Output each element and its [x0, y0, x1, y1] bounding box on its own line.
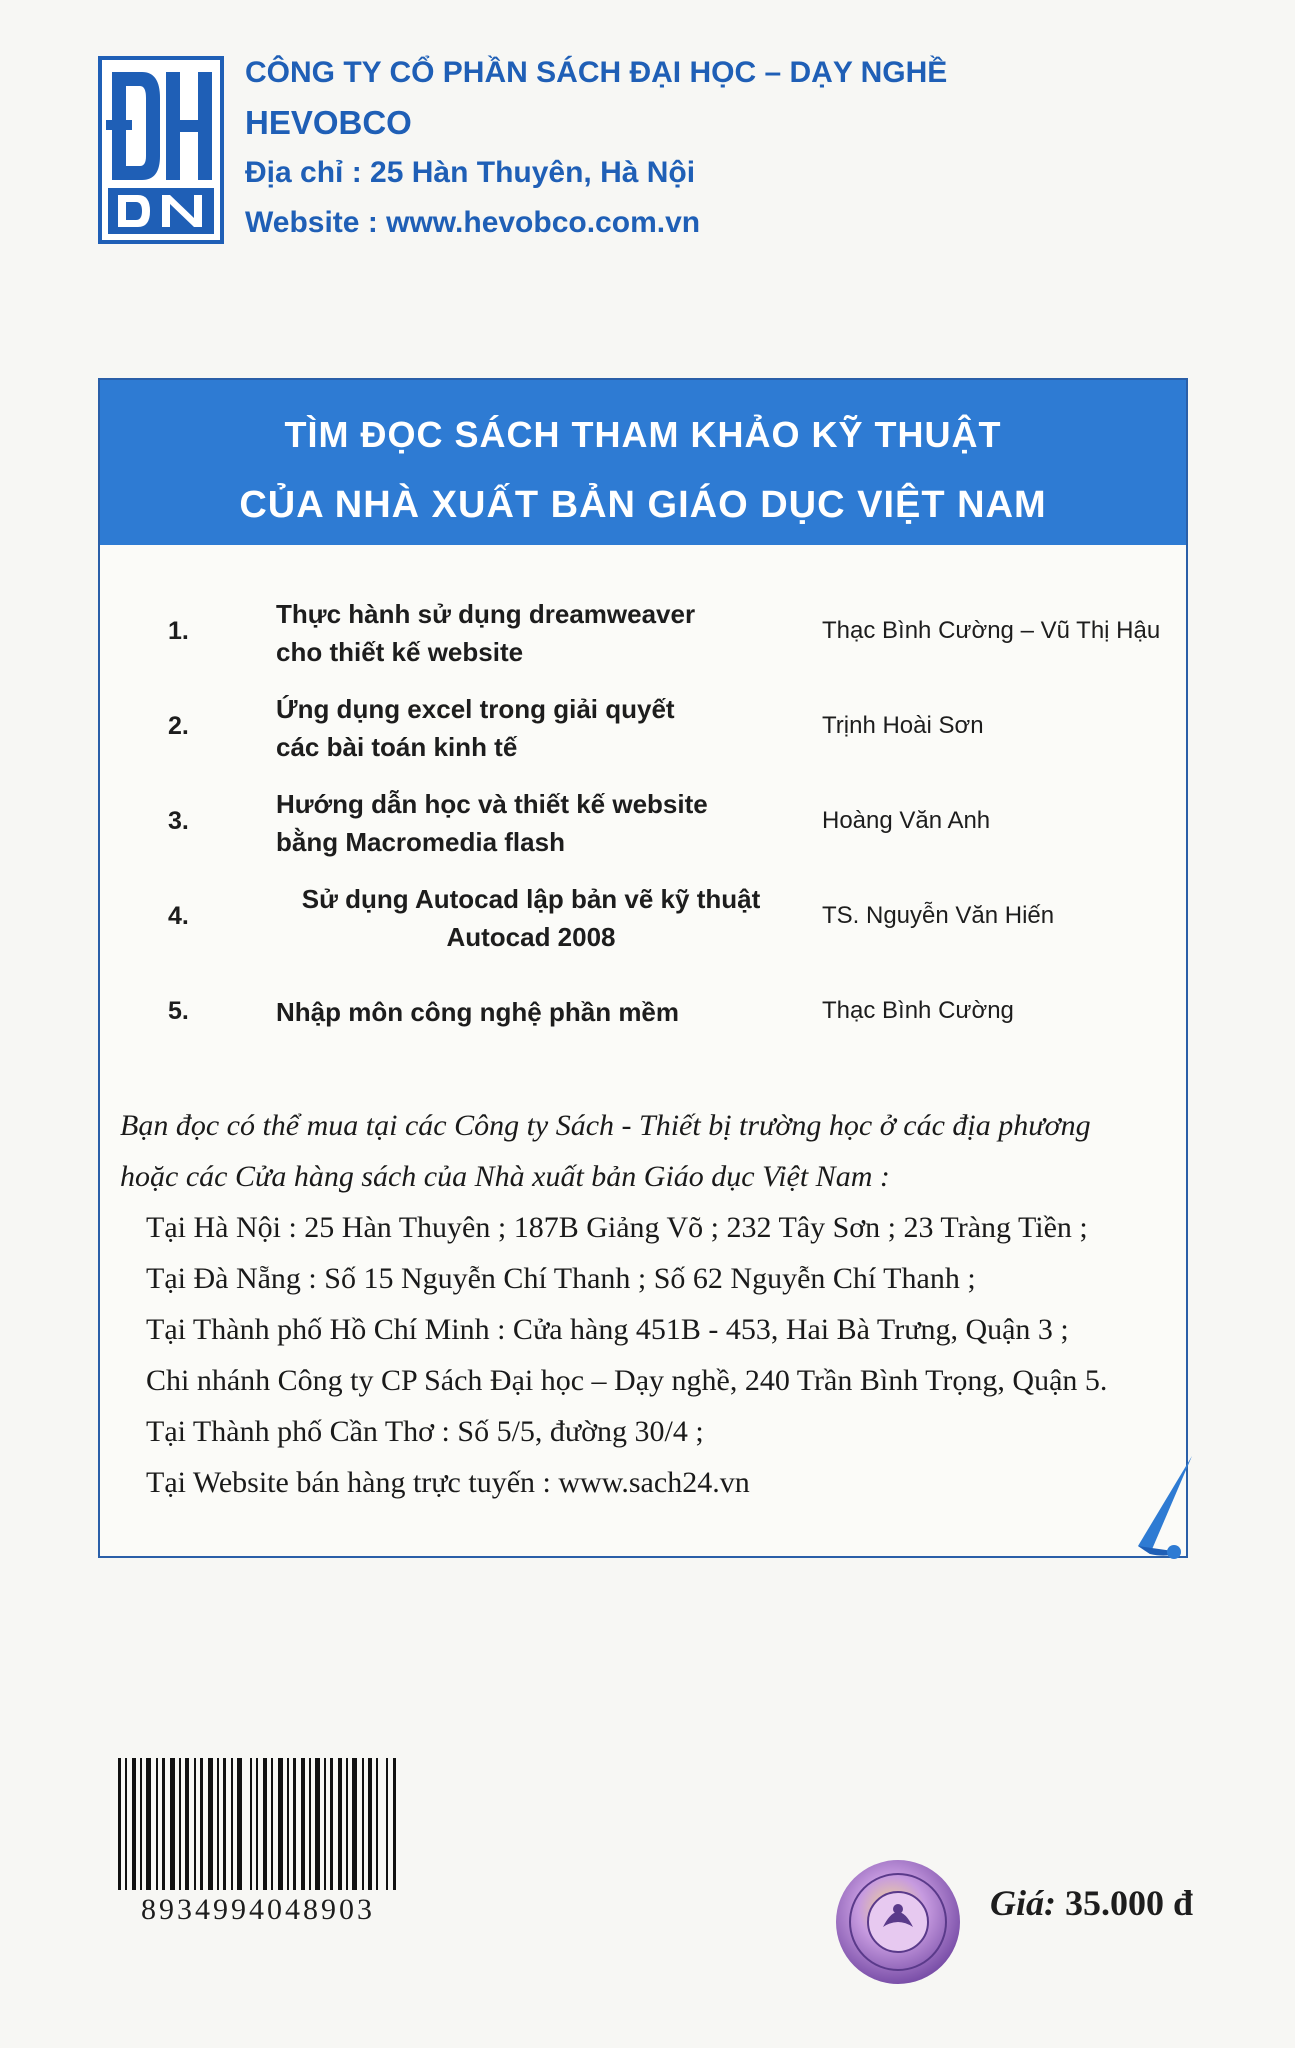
- price: [990, 1882, 1193, 1924]
- shop-cantho: Tại Thành phố Cần Thơ : Số 5/5, đường 30/4 ;: [146, 1415, 704, 1448]
- book-number: 3.: [168, 807, 189, 835]
- where-intro-line1: Bạn đọc có thể mua tại các Công ty Sách - Thiết bị trường học ở các địa phương: [120, 1109, 1091, 1142]
- book-title: [276, 785, 776, 861]
- book-item-2: [100, 690, 1186, 785]
- book-title-line2: các bài toán kinh tế: [276, 732, 518, 762]
- book-title: [276, 595, 776, 671]
- book-title-line1: Hướng dẫn học và thiết kế website: [276, 789, 708, 819]
- shop-website: Tại Website bán hàng trực tuyến : www.sach24.vn: [146, 1466, 750, 1499]
- book-title: [276, 993, 776, 1031]
- panel-heading-line1: TÌM ĐỌC SÁCH THAM KHẢO KỸ THUẬT: [284, 414, 1002, 455]
- book-author: Trịnh Hoài Sơn: [822, 712, 984, 739]
- panel-heading-line2: CỦA NHÀ XUẤT BẢN GIÁO DỤC VIỆT NAM: [239, 484, 1047, 526]
- book-title-line1: Nhập môn công nghệ phần mềm: [276, 997, 680, 1027]
- price-label: Giá:: [990, 1883, 1056, 1923]
- pen-nib-icon: [1130, 1454, 1200, 1564]
- book-item-1: [100, 595, 1186, 690]
- book-title-line2: Autocad 2008: [446, 922, 616, 952]
- publisher-company: CÔNG TY CỔ PHẦN SÁCH ĐẠI HỌC – DẠY NGHỀ: [245, 56, 948, 89]
- book-number: 5.: [168, 997, 189, 1025]
- book-list: [100, 595, 1186, 1070]
- shop-danang: Tại Đà Nẵng : Số 15 Nguyễn Chí Thanh ; Số 62 Nguyễn Chí Thanh ;: [146, 1262, 976, 1295]
- book-number: 2.: [168, 712, 189, 740]
- book-number: 4.: [168, 902, 189, 930]
- panel-banner: [100, 380, 1186, 545]
- book-number: 1.: [168, 617, 189, 645]
- where-to-buy: [120, 1100, 1180, 1508]
- book-author: TS. Nguyễn Văn Hiến: [822, 902, 1055, 929]
- book-item-4: [100, 880, 1186, 975]
- publisher-logo: [98, 56, 224, 244]
- publisher-info: [245, 48, 947, 248]
- book-title-line2: bằng Macromedia flash: [276, 827, 565, 857]
- shop-hcmc: Tại Thành phố Hồ Chí Minh : Cửa hàng 451B - 453, Hai Bà Trưng, Quận 3 ;: [146, 1313, 1069, 1346]
- book-item-5: [100, 975, 1186, 1070]
- book-title-line1: Sử dụng Autocad lập bản vẽ kỹ thuật: [301, 884, 761, 914]
- book-title-line1: Ứng dụng excel trong giải quyết: [276, 694, 675, 724]
- recommended-books-panel: [98, 378, 1188, 1558]
- where-intro-line2: hoặc các Cửa hàng sách của Nhà xuất bản Giáo dục Việt Nam :: [120, 1160, 890, 1193]
- price-value: 35.000 đ: [1065, 1883, 1194, 1923]
- logo-mark-icon: [102, 60, 220, 240]
- barcode-number: 8934994048903: [116, 1890, 400, 1930]
- shop-hanoi: Tại Hà Nội : 25 Hàn Thuyên ; 187B Giảng Võ ; 232 Tây Sơn ; 23 Tràng Tiền ;: [146, 1211, 1088, 1244]
- book-item-3: [100, 785, 1186, 880]
- book-author: Thạc Bình Cường: [822, 997, 1014, 1024]
- book-title: [276, 880, 786, 956]
- book-title-line1: Thực hành sử dụng dreamweaver: [276, 599, 696, 629]
- book-title: [276, 690, 776, 766]
- book-title-line2: cho thiết kế website: [276, 637, 524, 667]
- publisher-website: Website : www.hevobco.com.vn: [245, 206, 701, 239]
- hologram-seal-icon: [833, 1857, 963, 1987]
- shop-branch: Chi nhánh Công ty CP Sách Đại học – Dạy nghề, 240 Trần Bình Trọng, Quận 5.: [146, 1364, 1108, 1397]
- publisher-name: HEVOBCO: [245, 104, 412, 141]
- book-author: Thạc Bình Cường – Vũ Thị Hậu: [822, 617, 1161, 644]
- book-author: Hoàng Văn Anh: [822, 807, 991, 834]
- publisher-address: Địa chỉ : 25 Hàn Thuyên, Hà Nội: [245, 156, 696, 189]
